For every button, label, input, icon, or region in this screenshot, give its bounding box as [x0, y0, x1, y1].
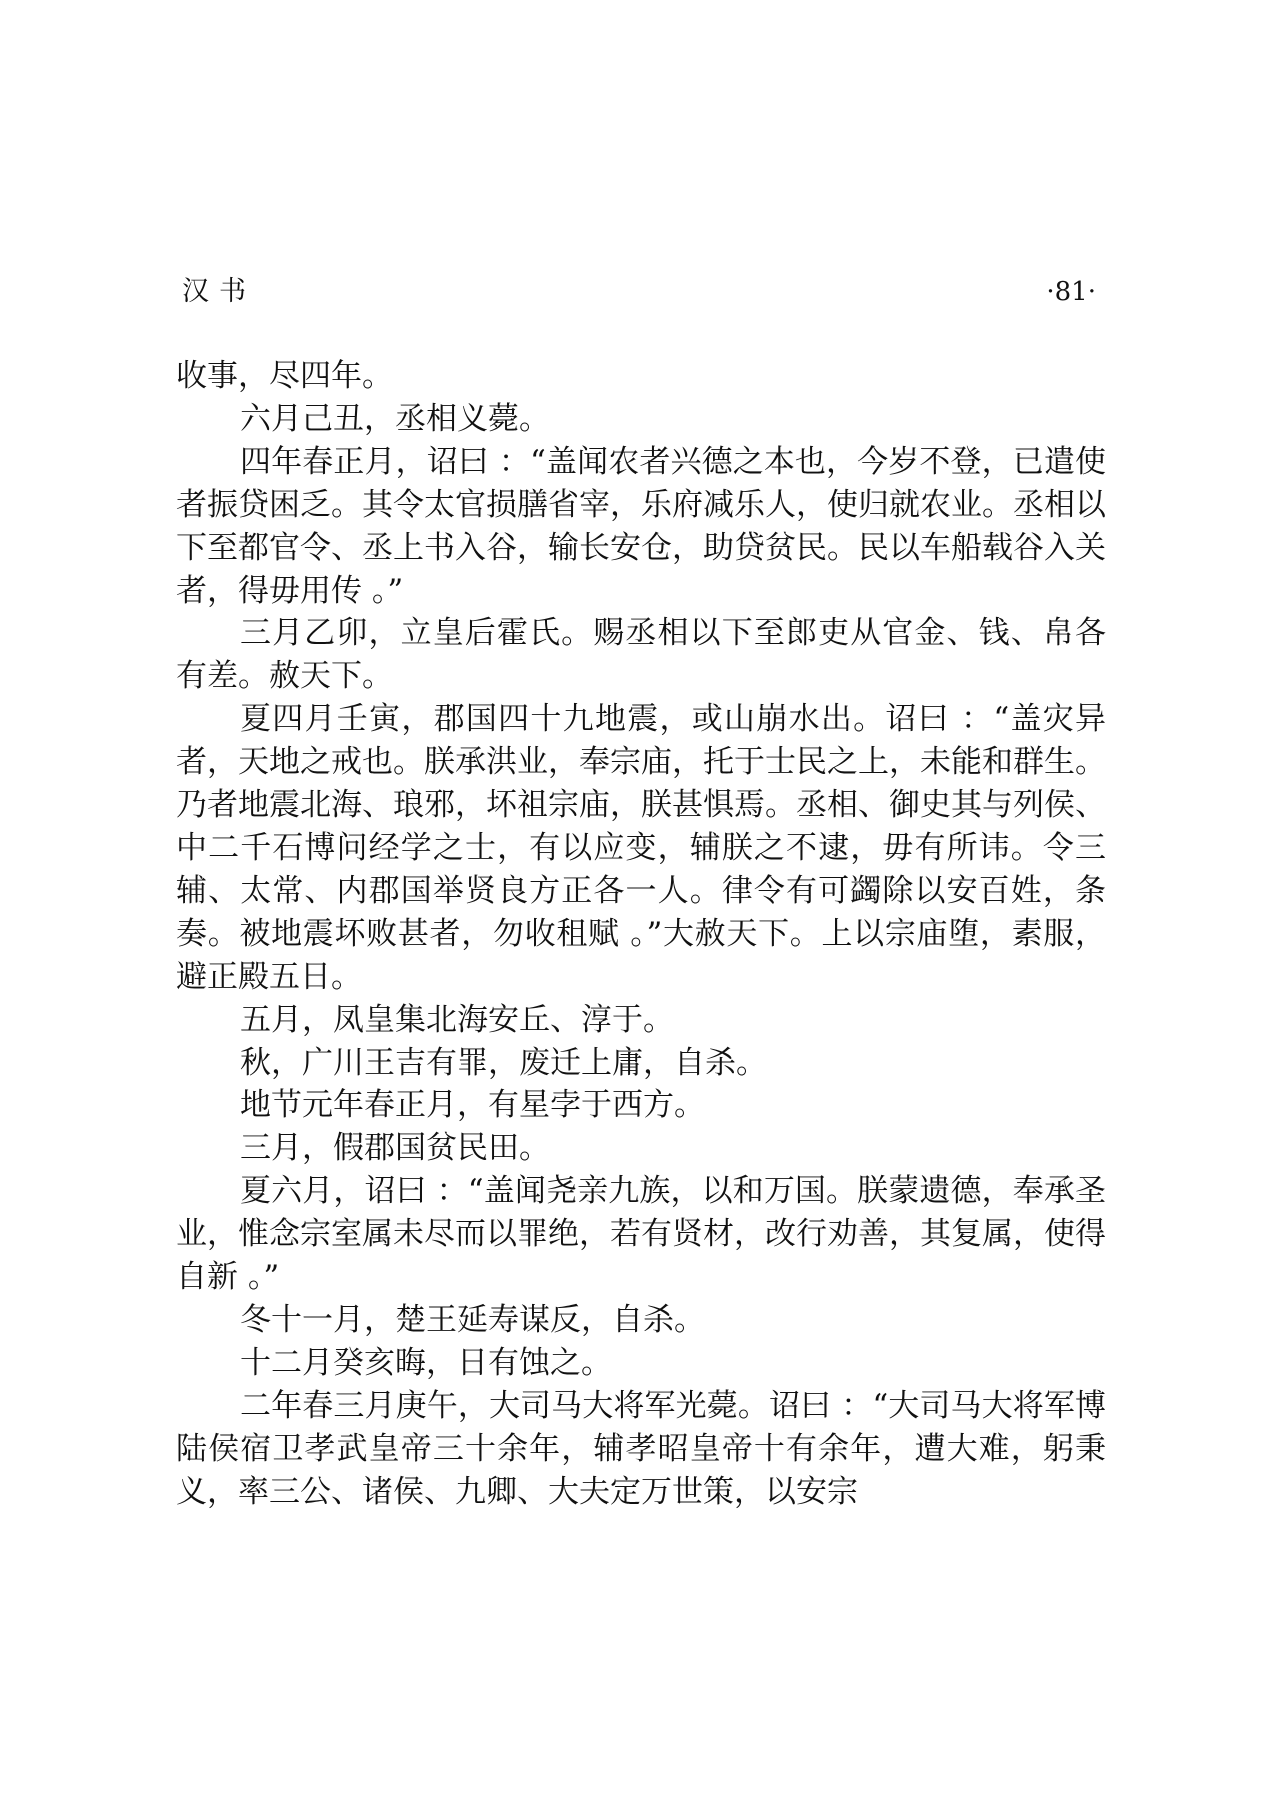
body-text	[176, 355, 1106, 1513]
paragraph: 地节元年春正月，有星孛于西方。	[240, 1087, 705, 1124]
book-title: 汉书	[182, 276, 256, 307]
paragraph: 夏四月壬寅，郡国四十九地震，或山崩水出。诏曰 ：“盖灾异者，天地之戒也。朕承洪业，奉宗庙，托于士民之上，未能和群生。乃者地震北海、琅邪，坏祖宗庙，朕甚惧焉。丞相、御史其与列侯、中二千石博问经学之士，有以应变，辅朕之不逮，毋有所讳。令三辅、太常、内郡国举贤良方正各一人。律令有可蠲除以安百姓，条奏。被地震坏败甚者，勿收租赋 。”大赦天下。上以宗庙堕，素服，避正殿五日。	[176, 701, 1106, 995]
paragraph: 四年春正月，诏曰 ：“盖闻农者兴德之本也，今岁不登，已遣使者振贷困乏。其令太官损膳省宰，乐府减乐人，使归就农业。丞相以下至都官令、丞上书入谷，输长安仓，助贷贫民。民以车船载谷入关者，得毋用传 。”	[176, 443, 1106, 609]
paragraph: 二年春三月庚午，大司马大将军光薨。诏曰 ：“大司马大将军博陆侯宿卫孝武皇帝三十余年，辅孝昭皇帝十有余年，遭大难，躬秉义，率三公、诸侯、九卿、大夫定万世策，以安宗	[176, 1387, 1106, 1510]
paragraph: 冬十一月，楚王延寿谋反，自杀。	[240, 1301, 705, 1338]
page-header	[182, 272, 1096, 312]
paragraph: 十二月癸亥晦，日有蚀之。	[240, 1344, 612, 1381]
paragraph: 夏六月，诏曰 ：“盖闻尧亲九族，以和万国。朕蒙遗德，奉承圣业，惟念宗室属未尽而以罪绝，若有贤材，改行劝善，其复属，使得自新 。”	[176, 1173, 1106, 1296]
paragraph: 三月，假郡国贫民田。	[240, 1130, 550, 1167]
paragraph: 三月乙卯，立皇后霍氏。赐丞相以下至郎吏从官金、钱、帛各有差。赦天下。	[176, 615, 1106, 695]
paragraph: 秋，广川王吉有罪，废迁上庸，自杀。	[240, 1044, 767, 1081]
paragraph: 五月，凤皇集北海安丘、淳于。	[240, 1001, 674, 1038]
page-number: ·81·	[1046, 277, 1096, 307]
paragraph: 收事，尽四年。	[176, 358, 393, 394]
paragraph: 六月己丑，丞相义薨。	[240, 400, 550, 437]
